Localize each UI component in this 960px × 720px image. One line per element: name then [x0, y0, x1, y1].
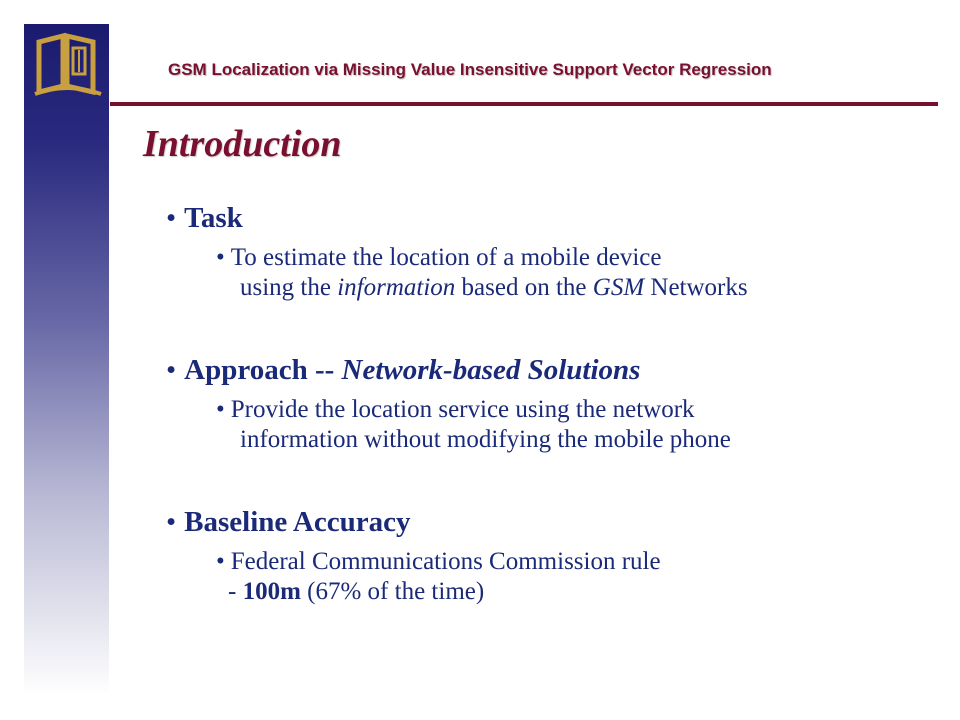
section-baseline [166, 505, 661, 607]
sub-bullet-line1: Federal Communications Commission rule [230, 548, 661, 575]
sidebar-gradient [24, 24, 109, 696]
text-span-italic: GSM [592, 274, 645, 301]
header-title: GSM Localization via Missing Value Insensitive Support Vector Regression [168, 60, 772, 79]
sub-bullet-line1: Provide the location service using the network [230, 396, 695, 423]
heading-text: Task [184, 202, 243, 234]
text-span: Networks [644, 274, 748, 301]
text-span: (67% of the time) [300, 578, 485, 605]
sub-bullet-line2 [216, 273, 748, 303]
bullet-icon: • [216, 396, 225, 423]
sub-bullet-line2 [216, 577, 661, 607]
text-span-bold: 100m [242, 578, 301, 605]
section-heading [166, 353, 731, 387]
section-task [166, 201, 748, 303]
logo-icon [33, 28, 103, 100]
section-heading [166, 505, 661, 539]
sub-bullet [216, 243, 748, 303]
heading-text: Approach -- [184, 354, 342, 386]
section-heading [166, 201, 748, 235]
heading-text-italic: Network-based Solutions [341, 354, 641, 386]
header-divider [110, 102, 938, 106]
slide-title: Introduction [143, 123, 342, 165]
text-span: based on the [455, 274, 593, 301]
sub-bullet-line1: To estimate the location of a mobile device [230, 244, 662, 271]
bullet-icon: • [166, 506, 177, 538]
bullet-icon: • [166, 202, 177, 234]
bullet-icon: • [166, 354, 177, 386]
sub-bullet [216, 547, 661, 607]
sub-bullet [216, 395, 731, 455]
text-span: using the [240, 274, 338, 301]
bullet-icon: • [216, 548, 225, 575]
text-span: - [228, 578, 243, 605]
bullet-icon: • [216, 244, 225, 271]
sub-bullet-line2: information without modifying the mobile phone [240, 426, 731, 453]
text-span-italic: information [337, 274, 456, 301]
heading-text: Baseline Accuracy [184, 506, 411, 538]
section-approach [166, 353, 731, 455]
